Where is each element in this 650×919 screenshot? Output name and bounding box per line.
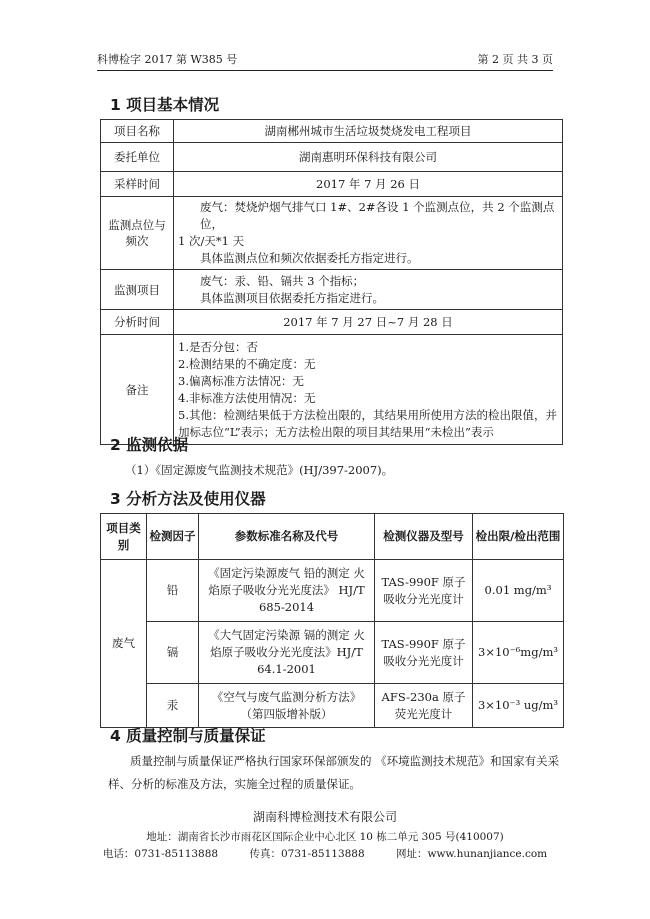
row-value: 湖南郴州城市生活垃圾焚烧发电工程项目 — [174, 120, 563, 143]
value-line: 5.其他：检测结果低于方法检出限的，其结果用所使用方法的检出限值，并加标志位“L”表示；无方法检出限的项目其结果用“未检出”表示 — [178, 407, 557, 439]
instrument-cell: TAS-990F 原子吸收分光光度计 — [375, 560, 473, 622]
value-line: 1.是否分包：否 — [178, 339, 258, 354]
row-value: 湖南惠明环保科技有限公司 — [174, 143, 563, 172]
table-row — [101, 197, 563, 270]
row-value: 2017 年 7 月 27 日~7 月 28 日 — [174, 310, 563, 335]
column-header: 项目类别 — [101, 514, 147, 560]
table-row — [101, 143, 563, 172]
page-header — [97, 47, 553, 69]
value-line: 3.偏离标准方法情况：无 — [178, 373, 304, 388]
limit-cell: 3×10⁻⁶mg/m³ — [473, 622, 564, 684]
row-key: 监测项目 — [101, 270, 174, 310]
limit-cell: 3×10⁻³ ug/m³ — [473, 684, 564, 728]
row-key: 分析时间 — [101, 310, 174, 335]
page-info: 第 2 页 共 3 页 — [477, 53, 553, 66]
row-value — [174, 335, 563, 445]
table-header-row — [101, 514, 564, 560]
row-value: 2017 年 7 月 26 日 — [174, 172, 563, 197]
table-row — [101, 172, 563, 197]
table-row — [101, 622, 564, 684]
row-key: 项目名称 — [101, 120, 174, 143]
category-cell: 废气 — [101, 560, 147, 728]
value-line: 2.检测结果的不确定度：无 — [178, 356, 316, 371]
footer-fax: 传真：0731-85113888 — [249, 848, 365, 860]
value-line: 废气：焚烧炉烟气排气口 1#、2#各设 1 个监测点位，共 2 个监测点位， — [200, 200, 555, 231]
monitoring-basis-item: （1）《固定源废气监测技术规范》(HJ/397-2007)。 — [125, 463, 394, 477]
footer-website: 网址：www.hunanjiance.com — [396, 848, 548, 860]
footer-contact — [0, 846, 650, 861]
section-1-title: 1 项目基本情况 — [110, 96, 220, 114]
value-line: 4.非标准方法使用情况：无 — [178, 390, 316, 405]
section-4-title: 4 质量控制与质量保证 — [110, 727, 266, 745]
factor-cell: 汞 — [147, 684, 199, 728]
row-key: 委托单位 — [101, 143, 174, 172]
row-key: 监测点位与频次 — [101, 197, 174, 270]
row-value — [174, 270, 563, 310]
limit-cell: 0.01 mg/m³ — [473, 560, 564, 622]
methods-table — [100, 513, 564, 728]
table-row — [101, 560, 564, 622]
value-line: 具体监测点位和频次依据委托方指定进行。 — [200, 251, 419, 265]
report-number: 科博检字 2017 第 W385 号 — [97, 53, 238, 66]
footer-phone: 电话：0731-85113888 — [102, 848, 219, 860]
column-header: 参数标准名称及代号 — [199, 514, 375, 560]
section-2-title: 2 监测依据 — [110, 436, 189, 454]
row-key: 采样时间 — [101, 172, 174, 197]
instrument-cell: AFS-230a 原子荧光光度计 — [375, 684, 473, 728]
column-header: 检出限/检出范围 — [473, 514, 564, 560]
table-row — [101, 684, 564, 728]
factor-cell: 镉 — [147, 622, 199, 684]
row-value — [174, 197, 563, 270]
column-header: 检测仪器及型号 — [375, 514, 473, 560]
table-row — [101, 310, 563, 335]
footer-address: 地址：湖南省长沙市雨花区国际企业中心北区 10 栋二单元 305 号(410007) — [146, 831, 504, 843]
value-line: 具体监测项目依据委托方指定进行。 — [200, 290, 384, 305]
quality-control-paragraph: 质量控制与质量保证严格执行国家环保部颁发的 《环境监测技术规范》和国家有关采样、分析的标准及方法，实施全过程的质量保证。 — [108, 754, 560, 791]
value-line: 1 次/天*1 天 — [178, 234, 245, 248]
project-info-table — [100, 119, 563, 445]
table-row — [101, 120, 563, 143]
footer-company: 湖南科博检测技术有限公司 — [252, 810, 397, 824]
factor-cell: 铅 — [147, 560, 199, 622]
instrument-cell: TAS-990F 原子吸收分光光度计 — [375, 622, 473, 684]
section-3-title: 3 分析方法及使用仪器 — [110, 490, 266, 508]
value-line: 废气：汞、铅、镉共 3 个指标； — [200, 273, 365, 288]
header-divider — [97, 70, 553, 71]
table-row — [101, 335, 563, 445]
row-key: 备注 — [101, 335, 174, 445]
column-header: 检测因子 — [147, 514, 199, 560]
standard-cell: 《空气与废气监测分析方法》（第四版增补版） — [199, 684, 375, 728]
standard-cell: 《固定污染源废气 铅的测定 火焰原子吸收分光光度法》 HJ/T 685-2014 — [199, 560, 375, 622]
table-row — [101, 270, 563, 310]
standard-cell: 《大气固定污染源 镉的测定 火焰原子吸收分光光度法》HJ/T 64.1-2001 — [199, 622, 375, 684]
